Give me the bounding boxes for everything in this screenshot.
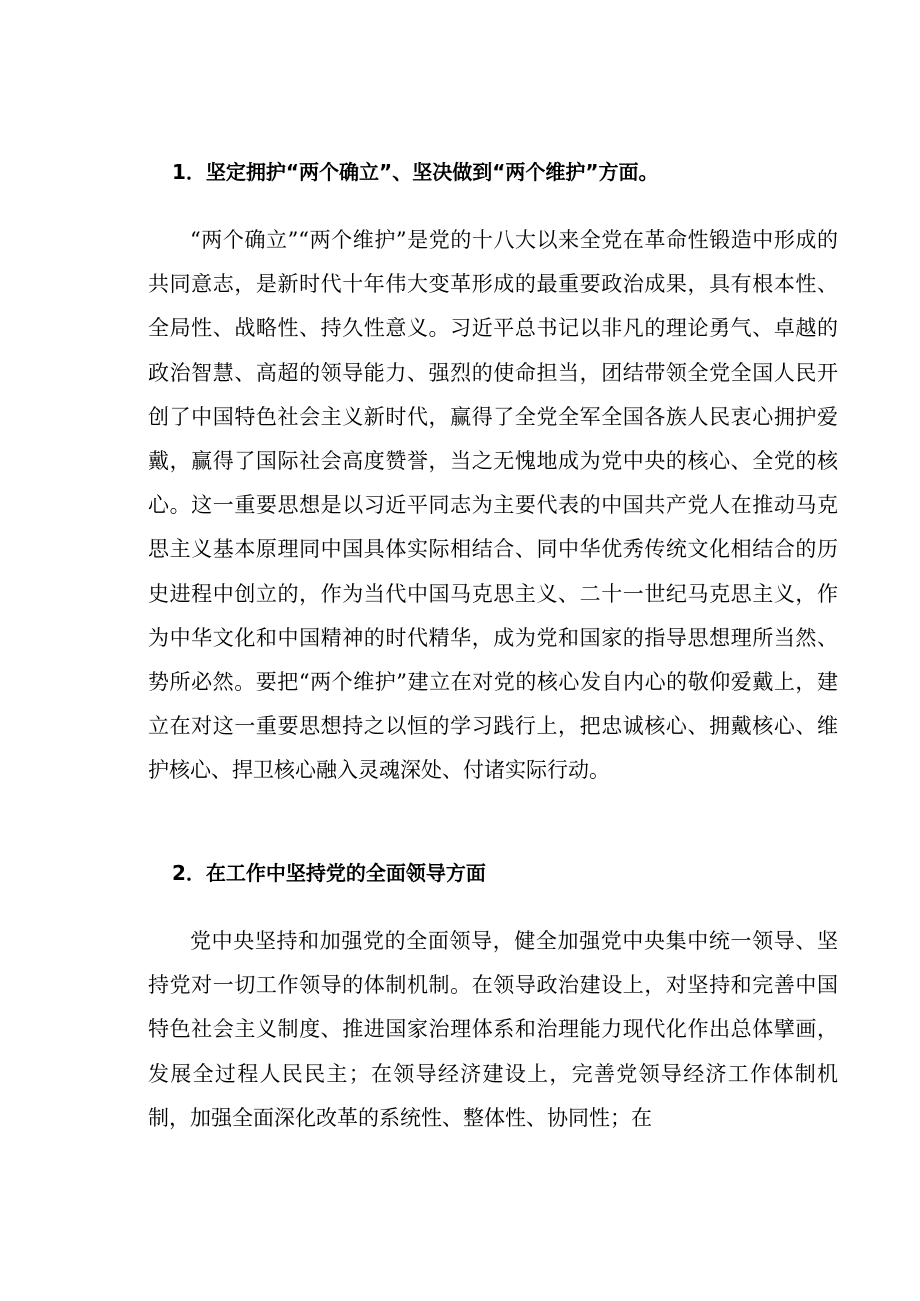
section-1-paragraph: “两个确立”“两个维护”是党的十八大以来全党在革命性锻造中形成的共同意志，是新时代十年伟大变革形成的最重要政治成果，具有根本性、全局性、战略性、持久性意义。习近平总书记以非凡的理论勇气、卓越的政治智慧、高超的领导能力、强烈的使命担当，团结带领全党全国人民开创了中国特色社会主义新时代，赢得了全党全军全国各族人民衷心拥护爱戴，赢得了国际社会高度赞誉，当之无愧地成为党中央的核心、全党的核心。这一重要思想是以习近平同志为主要代表的中国共产党人在推动马克思主义基本原理同中国具体实际相结合、同中华优秀传统文化相结合的历史进程中创立的，作为当代中国马克思主义、二十一世纪马克思主义，作为中华文化和中国精神的时代精华，成为党和国家的指导思想理所当然、势所必然。要把“两个维护”建立在对党的核心发自内心的敬仰爱戴上，建立在对这一重要思想持之以恒的学习践行上，把忠诚核心、拥戴核心、维护核心、捍卫核心融入灵魂深处、付诸实际行动。 bbox=[148, 228, 838, 783]
section-2-heading: 2．在工作中坚持党的全面领导方面 bbox=[172, 861, 486, 885]
section-2-paragraph: 党中央坚持和加强党的全面领导，健全加强党中央集中统一领导、坚持党对一切工作领导的体制机制。在领导政治建设上，对坚持和完善中国特色社会主义制度、推进国家治理体系和治理能力现代化作出总体擘画，发展全过程人民民主；在领导经济建设上，完善党领导经济工作体制机制，加强全面深化改革的系统性、整体性、协同性；在 bbox=[148, 929, 838, 1130]
section-1-heading: 1．坚定拥护“两个确立”、坚决做到“两个维护”方面。 bbox=[172, 160, 659, 184]
